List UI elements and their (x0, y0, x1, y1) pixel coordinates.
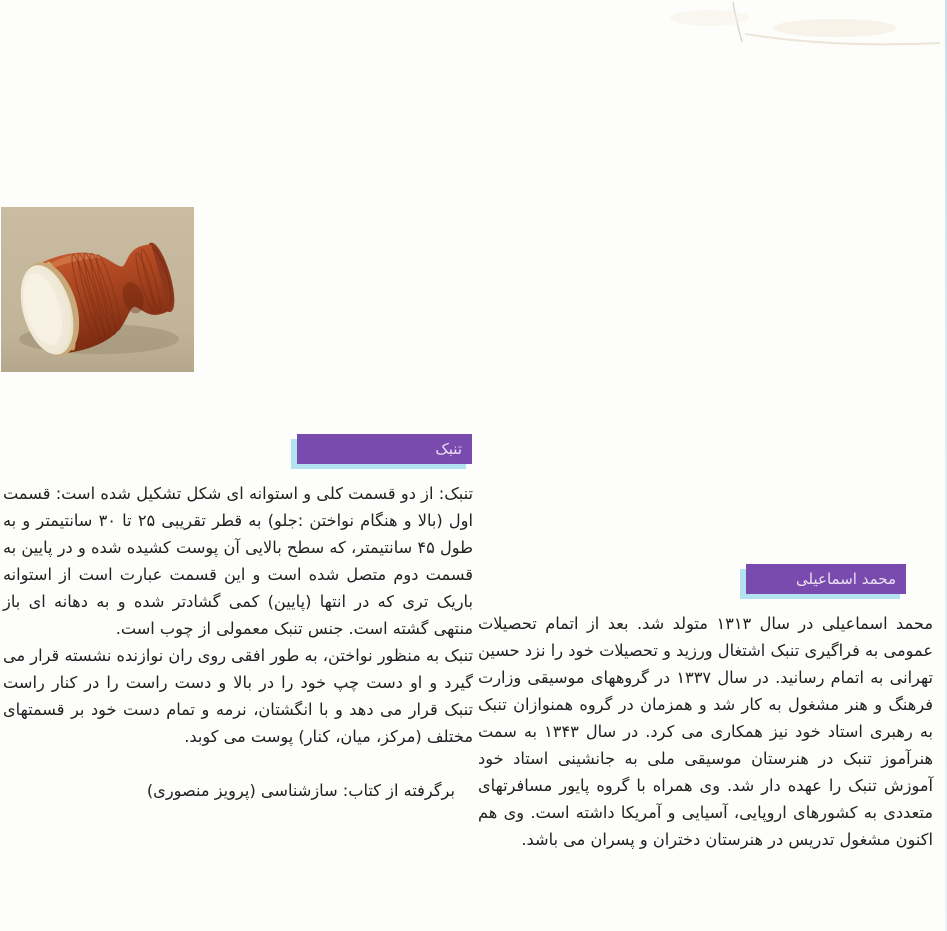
tonbak-drum-photo (1, 207, 194, 372)
section-title-bar-tonbak (297, 434, 472, 464)
esmaili-paragraph: محمد اسماعیلی در سال ۱۳۱۳ متولد شد. بعد از اتمام تحصیلات عمومی به فراگیری تنبک اشتغال ورزید و تحصیلات خود را نزد حسین تهرانی به اتمام رسانید. در سال ۱۳۳۷ در گروههای موسیقی وزارت فرهنگ و هنر مشغول به کار شد و همزمان در گروه همنوازان تنبک به رهبری استاد خود نیز همکاری می کرد. در سال ۱۳۴۳ به سمت هنرآموز تنبک در هنرستان موسیقی ملی به جانشینی استاد خود آموزش تنبک را عهده دار شد. وی همراه با گروه پایور مسافرتهای متعددی به کشورهای اروپایی، آسیایی و آمریکا داشته است. وی هم اکنون مشغول تدریس در هنرستان دختران و پسران می باشد. (478, 614, 934, 849)
tonbak-paragraph-1: تنبک: از دو قسمت کلی و استوانه ای شکل تشکیل شده است: قسمت اول (بالا و هنگام نواختن :جلو) به قطر تقریبی ۲۵ تا ۳۰ سانتیمتر و به طول ۴۵ سانتیمتر، که سطح بالایی آن پوست کشیده شده و در پایین به قسمت دوم متصل شده است و این قسمت عبارت است از استوانه باریک تری که در انتها (پایین) کمی گشادتر شده و به دهانه ای باز منتهی گشته است. جنس تنبک معمولی از چوب است. (3, 484, 473, 638)
tonbak-text-column (3, 480, 473, 804)
tonbak-paragraph-2: تنبک به منظور نواختن، به طور افقی روی ران نوازنده نشسته قرار می گیرد و او دست چپ خود را در بالا و دست راست را در کنار راست تنبک قرار می دهد و با انگشتان، نرمه و تمام دست خود بر قسمتهای مختلف (مرکز، میان، کنار) پوست می کوبد. (3, 646, 473, 746)
section-title-tonbak: تنبک (435, 440, 462, 458)
section-title-bar-esmaili (746, 564, 906, 594)
tonbak-drum-illustration (1, 207, 194, 372)
scan-crease-artifact (600, 0, 945, 70)
book-source-citation: برگرفته از کتاب: سازشناسی (پرویز منصوری) (146, 781, 455, 800)
esmaili-text-column (478, 610, 933, 853)
section-title-esmaili: محمد اسماعیلی (796, 570, 896, 588)
